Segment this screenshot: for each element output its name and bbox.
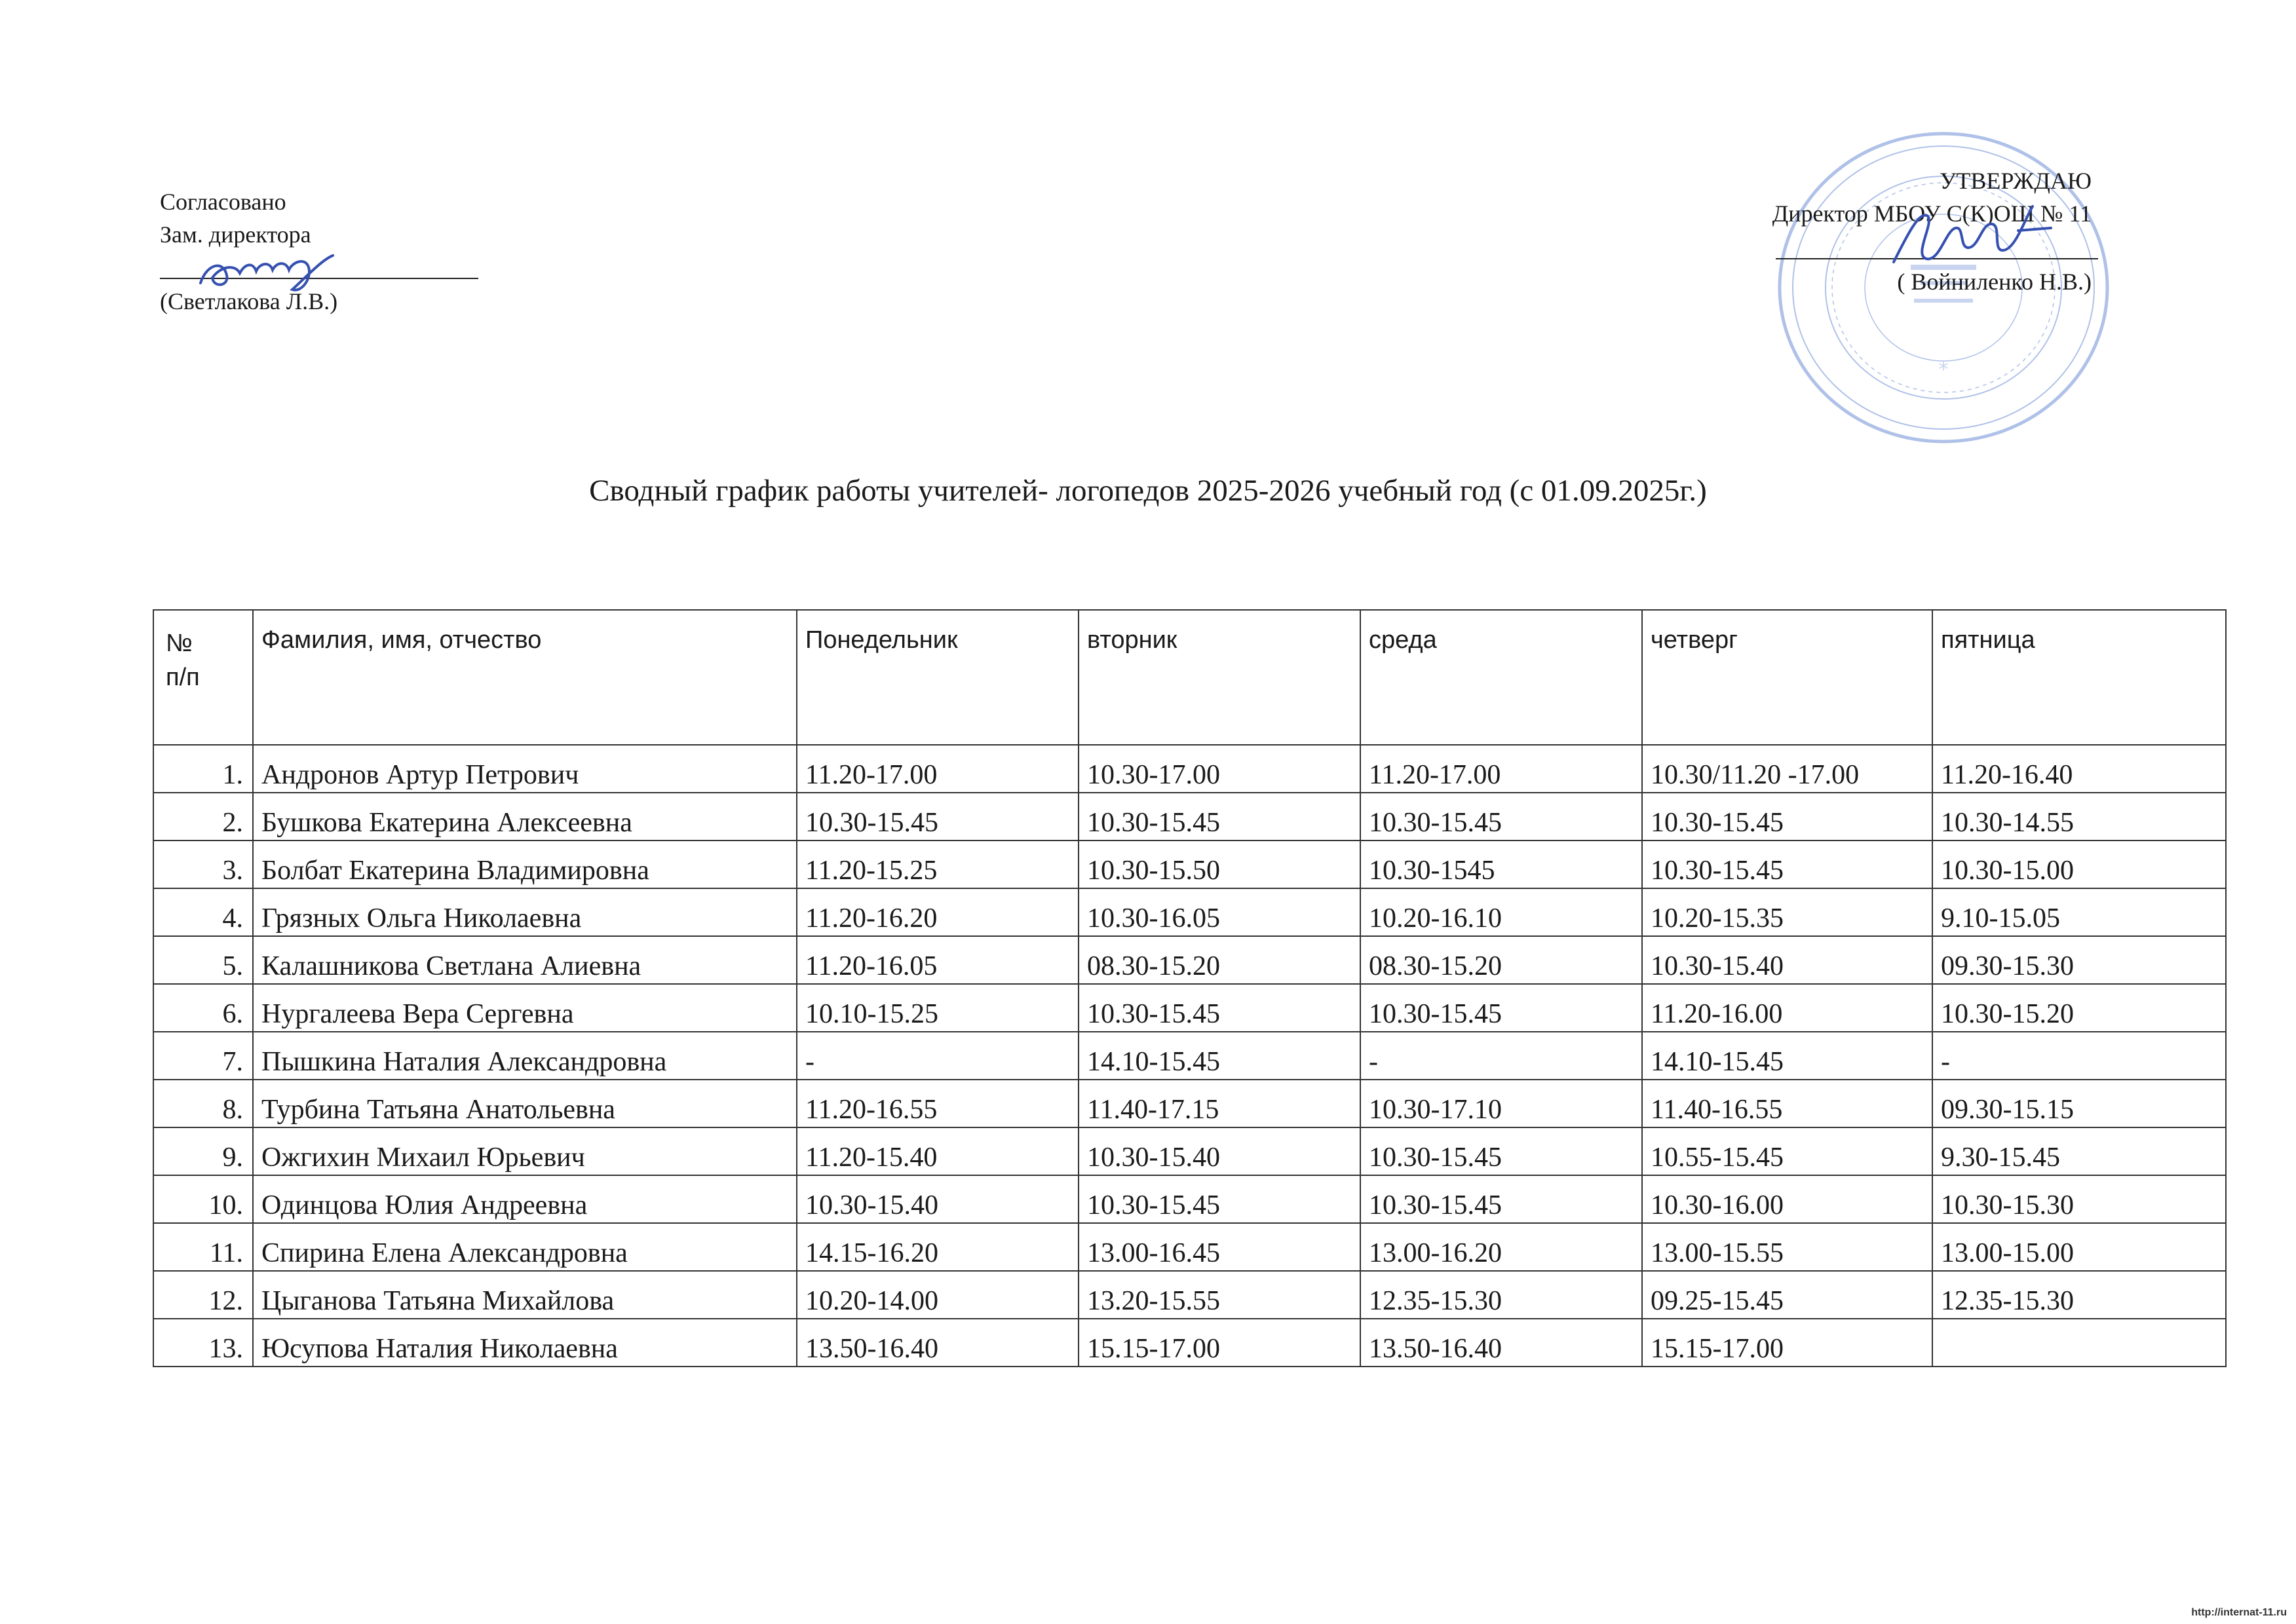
col-header-num	[153, 610, 253, 745]
cell-num: 13.	[153, 1319, 253, 1367]
cell-tuesday: 10.30-15.45	[1079, 984, 1360, 1032]
agreed-name: (Светлакова Л.В.)	[160, 288, 338, 314]
cell-monday: 10.30-15.40	[797, 1175, 1079, 1223]
document-title: Сводный график работы учителей- логопедов 2025-2026 учебный год (с 01.09.2025г.)	[589, 474, 1707, 508]
table-row	[153, 1271, 2226, 1319]
cell-friday: 12.35-15.30	[1932, 1271, 2226, 1319]
cell-wednesday: 13.50-16.40	[1360, 1319, 1642, 1367]
cell-monday: 13.50-16.40	[797, 1319, 1079, 1367]
schedule-table	[153, 609, 2227, 1367]
cell-thursday: 15.15-17.00	[1642, 1319, 1932, 1367]
col-header-friday: пятница	[1932, 610, 2226, 745]
cell-thursday: 11.40-16.55	[1642, 1080, 1932, 1127]
cell-friday: -	[1932, 1032, 2226, 1080]
cell-tuesday: 13.00-16.45	[1079, 1223, 1360, 1271]
cell-num: 11.	[153, 1223, 253, 1271]
table-row	[153, 936, 2226, 984]
cell-thursday: 10.55-15.45	[1642, 1127, 1932, 1175]
cell-tuesday: 10.30-15.45	[1079, 793, 1360, 840]
cell-wednesday: -	[1360, 1032, 1642, 1080]
col-header-tuesday: вторник	[1079, 610, 1360, 745]
cell-thursday: 14.10-15.45	[1642, 1032, 1932, 1080]
svg-text:*: *	[1938, 358, 1949, 381]
cell-num: 9.	[153, 1127, 253, 1175]
col-header-monday: Понедельник	[797, 610, 1079, 745]
cell-name: Андронов Артур Петрович	[253, 745, 797, 793]
cell-name: Нургалеева Вера Сергевна	[253, 984, 797, 1032]
cell-monday: 11.20-15.40	[797, 1127, 1079, 1175]
cell-name: Бушкова Екатерина Алексеевна	[253, 793, 797, 840]
cell-thursday: 10.30-16.00	[1642, 1175, 1932, 1223]
cell-thursday: 10.20-15.35	[1642, 888, 1932, 936]
cell-monday: 10.10-15.25	[797, 984, 1079, 1032]
cell-num: 5.	[153, 936, 253, 984]
cell-thursday: 10.30-15.40	[1642, 936, 1932, 984]
table-row	[153, 1223, 2226, 1271]
cell-monday: 14.15-16.20	[797, 1223, 1079, 1271]
table-row	[153, 888, 2226, 936]
cell-monday: 11.20-16.20	[797, 888, 1079, 936]
cell-name: Калашникова Светлана Алиевна	[253, 936, 797, 984]
cell-wednesday: 10.30-15.45	[1360, 984, 1642, 1032]
cell-friday: 10.30-15.00	[1932, 840, 2226, 888]
cell-wednesday: 13.00-16.20	[1360, 1223, 1642, 1271]
cell-name: Цыганова Татьяна Михайлова	[253, 1271, 797, 1319]
cell-thursday: 10.30/11.20 -17.00	[1642, 745, 1932, 793]
approve-name: ( Войниленко Н.В.)	[1897, 269, 2092, 295]
cell-friday	[1932, 1319, 2226, 1367]
approve-signature	[1887, 197, 2057, 275]
agreed-position: Зам. директора	[160, 221, 311, 248]
cell-friday: 09.30-15.15	[1932, 1080, 2226, 1127]
cell-wednesday: 10.30-15.45	[1360, 793, 1642, 840]
cell-tuesday: 10.30-15.45	[1079, 1175, 1360, 1223]
cell-friday: 13.00-15.00	[1932, 1223, 2226, 1271]
cell-friday: 10.30-15.30	[1932, 1175, 2226, 1223]
cell-thursday: 13.00-15.55	[1642, 1223, 1932, 1271]
cell-tuesday: 10.30-15.50	[1079, 840, 1360, 888]
agreed-label: Согласовано	[160, 189, 286, 215]
cell-name: Грязных Ольга Николаевна	[253, 888, 797, 936]
cell-thursday: 09.25-15.45	[1642, 1271, 1932, 1319]
cell-num: 2.	[153, 793, 253, 840]
cell-num: 4.	[153, 888, 253, 936]
table-row	[153, 793, 2226, 840]
cell-num: 10.	[153, 1175, 253, 1223]
table-header-row	[153, 610, 2226, 745]
cell-num: 8.	[153, 1080, 253, 1127]
cell-name: Одинцова Юлия Андреевна	[253, 1175, 797, 1223]
cell-wednesday: 10.30-1545	[1360, 840, 1642, 888]
cell-num: 1.	[153, 745, 253, 793]
cell-monday: 11.20-16.05	[797, 936, 1079, 984]
cell-monday: 11.20-16.55	[797, 1080, 1079, 1127]
cell-tuesday: 08.30-15.20	[1079, 936, 1360, 984]
cell-name: Спирина Елена Александровна	[253, 1223, 797, 1271]
table-row	[153, 1319, 2226, 1367]
cell-monday: 10.20-14.00	[797, 1271, 1079, 1319]
cell-wednesday: 12.35-15.30	[1360, 1271, 1642, 1319]
cell-friday: 10.30-14.55	[1932, 793, 2226, 840]
cell-num: 3.	[153, 840, 253, 888]
cell-num: 12.	[153, 1271, 253, 1319]
cell-tuesday: 13.20-15.55	[1079, 1271, 1360, 1319]
table-row	[153, 1175, 2226, 1223]
cell-num: 7.	[153, 1032, 253, 1080]
cell-thursday: 10.30-15.45	[1642, 793, 1932, 840]
cell-name: Турбина Татьяна Анатольевна	[253, 1080, 797, 1127]
cell-tuesday: 14.10-15.45	[1079, 1032, 1360, 1080]
table-row	[153, 840, 2226, 888]
cell-thursday: 10.30-15.45	[1642, 840, 1932, 888]
cell-friday: 09.30-15.30	[1932, 936, 2226, 984]
table-row	[153, 1127, 2226, 1175]
cell-wednesday: 10.20-16.10	[1360, 888, 1642, 936]
cell-name: Болбат Екатерина Владимировна	[253, 840, 797, 888]
cell-friday: 9.10-15.05	[1932, 888, 2226, 936]
cell-wednesday: 10.30-15.45	[1360, 1127, 1642, 1175]
approve-position: Директор МБОУ С(К)ОШ № 11	[1772, 200, 2092, 227]
col-header-name: Фамилия, имя, отчество	[253, 610, 797, 745]
cell-wednesday: 08.30-15.20	[1360, 936, 1642, 984]
col-header-thursday: четверг	[1642, 610, 1932, 745]
table-row	[153, 984, 2226, 1032]
cell-tuesday: 10.30-15.40	[1079, 1127, 1360, 1175]
cell-tuesday: 15.15-17.00	[1079, 1319, 1360, 1367]
table-row	[153, 1080, 2226, 1127]
cell-friday: 10.30-15.20	[1932, 984, 2226, 1032]
cell-monday: -	[797, 1032, 1079, 1080]
cell-wednesday: 10.30-17.10	[1360, 1080, 1642, 1127]
cell-name: Ожгихин Михаил Юрьевич	[253, 1127, 797, 1175]
col-header-num-symbol: №	[166, 630, 193, 657]
cell-tuesday: 10.30-17.00	[1079, 745, 1360, 793]
cell-num: 6.	[153, 984, 253, 1032]
cell-thursday: 11.20-16.00	[1642, 984, 1932, 1032]
cell-monday: 11.20-15.25	[797, 840, 1079, 888]
site-watermark: http://internat-11.ru	[2191, 1607, 2287, 1618]
cell-friday: 9.30-15.45	[1932, 1127, 2226, 1175]
cell-name: Пышкина Наталия Александровна	[253, 1032, 797, 1080]
cell-tuesday: 10.30-16.05	[1079, 888, 1360, 936]
table-row	[153, 1032, 2226, 1080]
table-row	[153, 745, 2226, 793]
approve-label: УТВЕРЖДАЮ	[1939, 168, 2092, 194]
cell-monday: 10.30-15.45	[797, 793, 1079, 840]
col-header-wednesday: среда	[1360, 610, 1642, 745]
cell-name: Юсупова Наталия Николаевна	[253, 1319, 797, 1367]
cell-friday: 11.20-16.40	[1932, 745, 2226, 793]
col-header-num-abbrev: п/п	[166, 664, 200, 691]
cell-tuesday: 11.40-17.15	[1079, 1080, 1360, 1127]
cell-wednesday: 11.20-17.00	[1360, 745, 1642, 793]
cell-monday: 11.20-17.00	[797, 745, 1079, 793]
cell-wednesday: 10.30-15.45	[1360, 1175, 1642, 1223]
